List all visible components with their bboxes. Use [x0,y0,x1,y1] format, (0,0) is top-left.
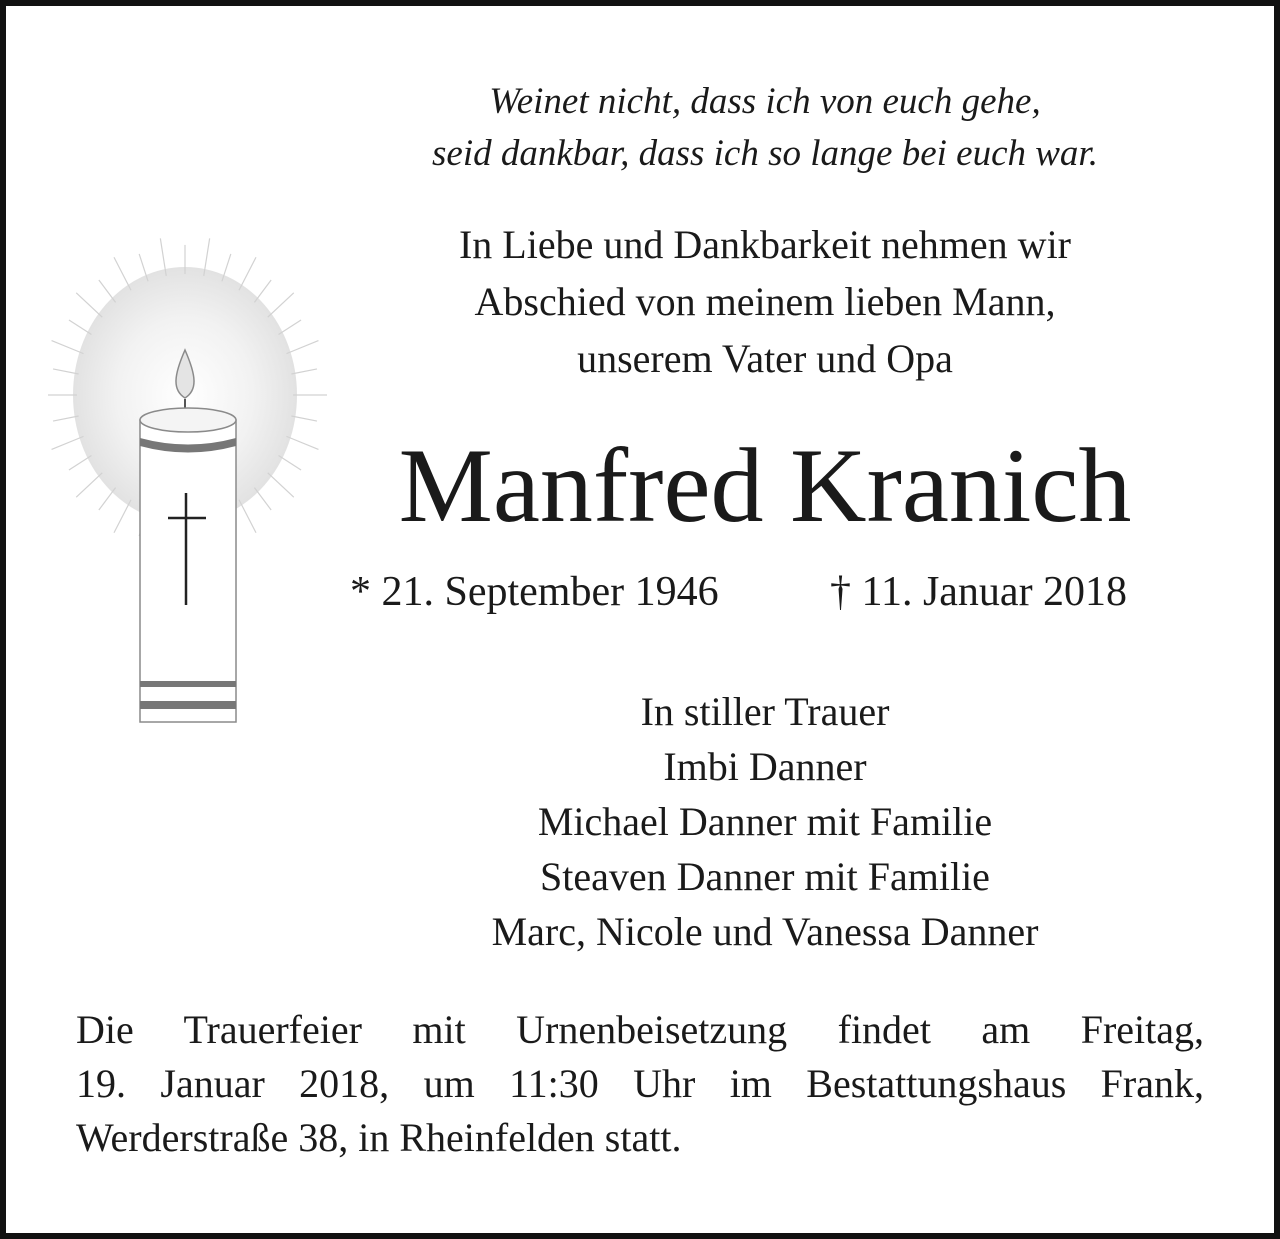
mourners-heading: In stiller Trauer [640,689,890,734]
service-line-3: Werderstraße 38, in Rheinfelden statt. [76,1115,682,1160]
verse-line-2: seid dankbar, dass ich so lange bei euch war. [432,133,1098,174]
mourner-name: Imbi Danner [663,744,867,789]
glow-ray [268,473,294,497]
candle-band-bottom-1 [140,681,236,687]
mourner-name: Marc, Nicole und Vanessa Danner [491,909,1039,954]
mourners [330,684,1200,959]
intro-line-2: Abschied von meinem lieben Mann, [474,279,1056,324]
glow-ray [254,280,271,302]
service-line-1: Die Trauerfeier mit Urnenbeisetzung findet am Freitag, [76,1007,1204,1052]
glow-ray [291,416,317,421]
glow-ray [99,488,116,510]
verse [330,76,1200,180]
glow-ray [52,341,84,354]
glow-ray [239,500,256,533]
mourner-name: Steaven Danner mit Familie [540,854,990,899]
birth-date: * 21. September 1946 [350,569,719,615]
intro-text [330,216,1200,387]
glow-ray [279,455,302,470]
glow-ray [69,320,92,335]
glow-ray [279,320,302,335]
glow-ray [53,369,79,374]
glow-ray [286,436,318,449]
candle-top [140,408,236,432]
deceased-name: Manfred Kranich [398,427,1132,544]
service-line-2: 19. Januar 2018, um 11:30 Uhr im Bestattungshaus Frank, [76,1061,1204,1106]
glow-ray [76,293,102,317]
candle-icon [48,225,328,735]
intro-line-1: In Liebe und Dankbarkeit nehmen wir [458,222,1071,267]
glow-ray [268,293,294,317]
glow-ray [114,257,131,290]
glow-ray [76,473,102,497]
candle-body [140,420,236,722]
death-date: † 11. Januar 2018 [830,569,1128,615]
glow-ray [52,436,84,449]
intro-line-3: unserem Vater und Opa [577,336,953,381]
glow-ray [114,500,131,533]
mourner-name: Michael Danner mit Familie [537,799,993,844]
glow-ray [286,341,318,354]
glow-ray [99,280,116,302]
verse-line-1: Weinet nicht, dass ich von euch gehe, [489,81,1041,122]
candle-band-bottom-2 [140,701,236,709]
glow-ray [291,369,317,374]
glow-ray [69,455,92,470]
glow-ray [239,257,256,290]
glow-ray [53,416,79,421]
service-notice [76,1003,1204,1165]
glow-ray [254,488,271,510]
